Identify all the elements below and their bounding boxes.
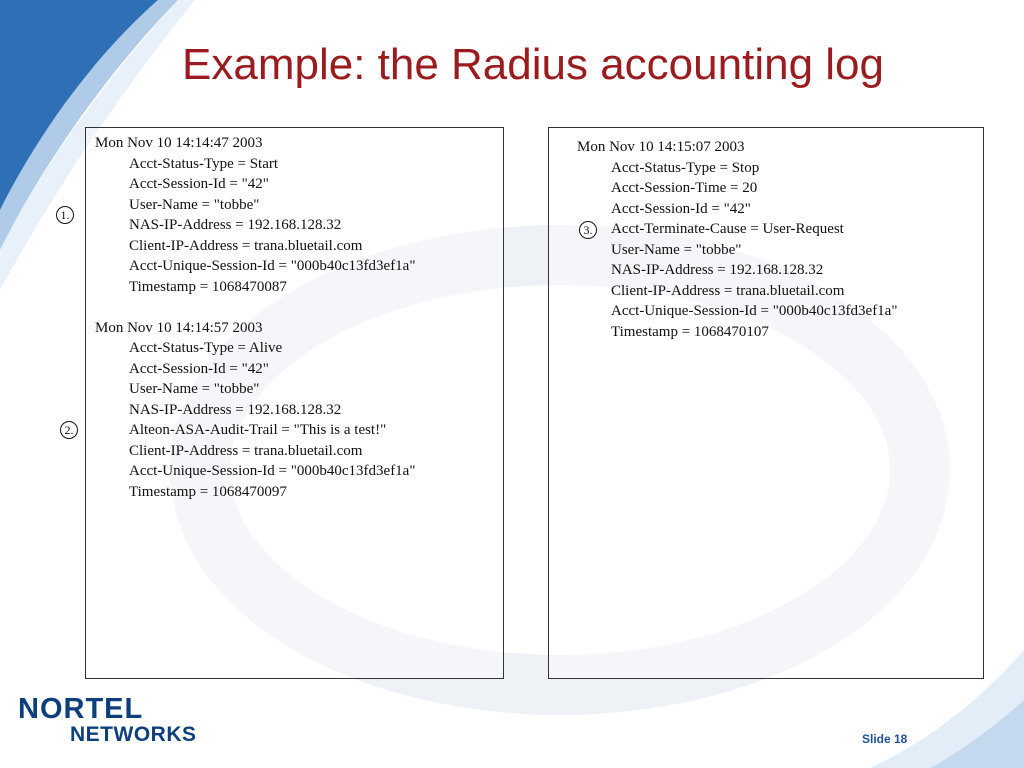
log-attribute: Acct-Status-Type = Alive xyxy=(129,340,283,356)
nortel-networks-logo xyxy=(18,694,197,746)
step-marker-2: 2. xyxy=(60,421,78,439)
log-attribute: Acct-Status-Type = Stop xyxy=(611,159,760,176)
log-attribute: Acct-Status-Type = Start xyxy=(129,155,279,172)
step-marker-3: 3. xyxy=(579,221,597,239)
log-attribute: Client-IP-Address = trana.bluetail.com xyxy=(129,237,363,254)
log-timestamp: Mon Nov 10 14:14:57 2003 xyxy=(95,319,263,336)
log-attribute: User-Name = "tobbe" xyxy=(129,196,260,213)
log-attribute: Acct-Unique-Session-Id = "000b40c13fd3ef1a" xyxy=(129,258,416,274)
log-attribute: NAS-IP-Address = 192.168.128.32 xyxy=(129,217,342,233)
log-attribute: User-Name = "tobbe" xyxy=(129,381,260,397)
log-attribute: Client-IP-Address = trana.bluetail.com xyxy=(129,442,363,459)
log-attribute: Alteon-ASA-Audit-Trail = "This is a test!" xyxy=(129,422,387,438)
log-attribute: NAS-IP-Address = 192.168.128.32 xyxy=(611,262,824,278)
step-marker-1: 1. xyxy=(56,206,74,224)
log-panel-right xyxy=(548,127,984,679)
logo-wordmark-bottom: NETWORKS xyxy=(70,723,197,746)
log-timestamp: Mon Nov 10 14:15:07 2003 xyxy=(577,139,745,155)
log-attribute: NAS-IP-Address = 192.168.128.32 xyxy=(129,401,342,418)
log-attribute: Timestamp = 1068470097 xyxy=(129,483,287,500)
log-attribute: User-Name = "tobbe" xyxy=(611,241,742,258)
log-panel-left xyxy=(85,127,504,679)
log-attribute: Timestamp = 1068470107 xyxy=(611,323,769,340)
slide-number: Slide 18 xyxy=(862,732,908,746)
log-attribute: Acct-Session-Id = "42" xyxy=(129,176,269,192)
log-attribute: Acct-Session-Id = "42" xyxy=(129,360,269,377)
log-attribute: Acct-Session-Id = "42" xyxy=(611,200,751,217)
log-timestamp: Mon Nov 10 14:14:47 2003 xyxy=(95,135,263,151)
slide-title: Example: the Radius accounting log xyxy=(182,40,884,89)
log-attribute: Client-IP-Address = trana.bluetail.com xyxy=(611,282,845,299)
log-attribute: Acct-Unique-Session-Id = "000b40c13fd3ef1a" xyxy=(611,303,898,319)
log-attribute: Acct-Unique-Session-Id = "000b40c13fd3ef1a" xyxy=(129,463,416,479)
log-attribute: Timestamp = 1068470087 xyxy=(129,278,287,295)
log-attribute: Acct-Session-Time = 20 xyxy=(611,180,758,196)
logo-wordmark-top: NORTEL xyxy=(18,693,144,725)
log-attribute: Acct-Terminate-Cause = User-Request xyxy=(611,221,844,237)
